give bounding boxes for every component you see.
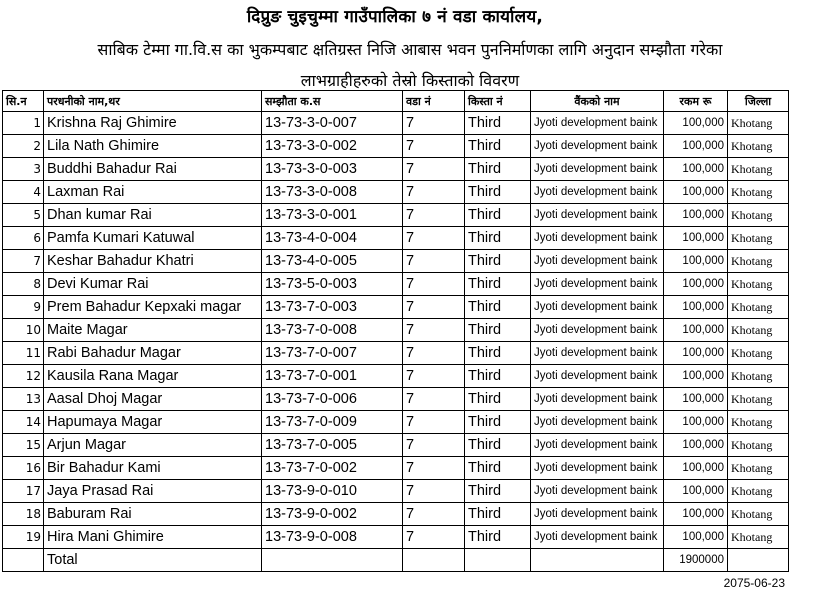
row-name: Kausila Rana Magar <box>44 365 262 388</box>
row-agreement-no: 13-73-9-0-008 <box>262 526 403 549</box>
col-header-bank: वैंकको नाम <box>531 91 664 112</box>
row-district: Khotang <box>728 204 789 227</box>
row-amount: 100,000 <box>664 365 728 388</box>
row-sn: 16 <box>3 457 44 480</box>
row-amount: 100,000 <box>664 227 728 250</box>
row-agreement-no: 13-73-5-0-003 <box>262 273 403 296</box>
col-header-name: परधनीको नाम,थर <box>44 91 262 112</box>
row-district: Khotang <box>728 388 789 411</box>
row-agreement-no: 13-73-7-0-001 <box>262 365 403 388</box>
total-empty-cell <box>465 549 531 572</box>
row-ward-no: 7 <box>403 503 465 526</box>
row-name: Hira Mani Ghimire <box>44 526 262 549</box>
table-row <box>3 365 789 388</box>
row-amount: 100,000 <box>664 112 728 135</box>
row-installment: Third <box>465 227 531 250</box>
row-district: Khotang <box>728 273 789 296</box>
row-sn: 2 <box>3 135 44 158</box>
row-sn: 14 <box>3 411 44 434</box>
table-row <box>3 250 789 273</box>
row-name: Prem Bahadur Kepxaki magar <box>44 296 262 319</box>
row-district: Khotang <box>728 158 789 181</box>
row-ward-no: 7 <box>403 227 465 250</box>
row-agreement-no: 13-73-4-0-004 <box>262 227 403 250</box>
document-date: 2075-06-23 <box>723 576 785 590</box>
row-amount: 100,000 <box>664 204 728 227</box>
row-bank-name: Jyoti development baink <box>531 388 664 411</box>
table-row <box>3 503 789 526</box>
table-row <box>3 158 789 181</box>
row-sn: 19 <box>3 526 44 549</box>
row-name: Rabi Bahadur Magar <box>44 342 262 365</box>
row-installment: Third <box>465 365 531 388</box>
row-ward-no: 7 <box>403 342 465 365</box>
table-row <box>3 181 789 204</box>
row-district: Khotang <box>728 503 789 526</box>
row-agreement-no: 13-73-3-0-007 <box>262 112 403 135</box>
row-bank-name: Jyoti development baink <box>531 227 664 250</box>
row-installment: Third <box>465 526 531 549</box>
row-ward-no: 7 <box>403 112 465 135</box>
row-sn: 3 <box>3 158 44 181</box>
row-name: Devi Kumar Rai <box>44 273 262 296</box>
total-sn-cell <box>3 549 44 572</box>
row-amount: 100,000 <box>664 273 728 296</box>
row-name: Jaya Prasad Rai <box>44 480 262 503</box>
row-installment: Third <box>465 135 531 158</box>
row-sn: 17 <box>3 480 44 503</box>
row-bank-name: Jyoti development baink <box>531 411 664 434</box>
row-amount: 100,000 <box>664 250 728 273</box>
table-row <box>3 342 789 365</box>
table-row <box>3 319 789 342</box>
row-agreement-no: 13-73-7-0-003 <box>262 296 403 319</box>
row-district: Khotang <box>728 480 789 503</box>
row-district: Khotang <box>728 457 789 480</box>
table-row <box>3 411 789 434</box>
row-agreement-no: 13-73-7-0-002 <box>262 457 403 480</box>
row-amount: 100,000 <box>664 388 728 411</box>
row-bank-name: Jyoti development baink <box>531 457 664 480</box>
row-bank-name: Jyoti development baink <box>531 273 664 296</box>
row-ward-no: 7 <box>403 181 465 204</box>
row-district: Khotang <box>728 411 789 434</box>
row-amount: 100,000 <box>664 342 728 365</box>
row-amount: 100,000 <box>664 296 728 319</box>
row-installment: Third <box>465 388 531 411</box>
row-installment: Third <box>465 296 531 319</box>
row-installment: Third <box>465 158 531 181</box>
table-row <box>3 296 789 319</box>
row-bank-name: Jyoti development baink <box>531 480 664 503</box>
table-row <box>3 227 789 250</box>
row-sn: 1 <box>3 112 44 135</box>
table-row <box>3 457 789 480</box>
row-installment: Third <box>465 273 531 296</box>
row-agreement-no: 13-73-7-0-005 <box>262 434 403 457</box>
row-name: Dhan kumar Rai <box>44 204 262 227</box>
row-sn: 15 <box>3 434 44 457</box>
row-bank-name: Jyoti development baink <box>531 250 664 273</box>
row-installment: Third <box>465 112 531 135</box>
table-row <box>3 112 789 135</box>
row-ward-no: 7 <box>403 319 465 342</box>
table-row <box>3 480 789 503</box>
table-row <box>3 388 789 411</box>
row-name: Bir Bahadur Kami <box>44 457 262 480</box>
row-agreement-no: 13-73-3-0-002 <box>262 135 403 158</box>
row-district: Khotang <box>728 296 789 319</box>
row-amount: 100,000 <box>664 480 728 503</box>
row-agreement-no: 13-73-7-0-008 <box>262 319 403 342</box>
total-empty-cell <box>403 549 465 572</box>
row-amount: 100,000 <box>664 181 728 204</box>
row-installment: Third <box>465 250 531 273</box>
row-sn: 12 <box>3 365 44 388</box>
row-name: Hapumaya Magar <box>44 411 262 434</box>
row-bank-name: Jyoti development baink <box>531 296 664 319</box>
total-row <box>3 549 789 572</box>
row-name: Laxman Rai <box>44 181 262 204</box>
table-row <box>3 526 789 549</box>
table-row <box>3 434 789 457</box>
row-sn: 6 <box>3 227 44 250</box>
row-name: Buddhi Bahadur Rai <box>44 158 262 181</box>
row-bank-name: Jyoti development baink <box>531 526 664 549</box>
row-name: Keshar Bahadur Khatri <box>44 250 262 273</box>
row-name: Maite Magar <box>44 319 262 342</box>
row-name: Lila Nath Ghimire <box>44 135 262 158</box>
row-ward-no: 7 <box>403 526 465 549</box>
row-name: Arjun Magar <box>44 434 262 457</box>
row-agreement-no: 13-73-3-0-001 <box>262 204 403 227</box>
row-name: Aasal Dhoj Magar <box>44 388 262 411</box>
row-installment: Third <box>465 411 531 434</box>
row-installment: Third <box>465 434 531 457</box>
document-subtitle-2: लाभग्राहीहरुको तेस्रो किस्ताको विवरण <box>300 71 520 90</box>
row-installment: Third <box>465 319 531 342</box>
row-ward-no: 7 <box>403 457 465 480</box>
row-agreement-no: 13-73-7-0-009 <box>262 411 403 434</box>
row-district: Khotang <box>728 319 789 342</box>
row-sn: 5 <box>3 204 44 227</box>
row-name: Pamfa Kumari Katuwal <box>44 227 262 250</box>
row-installment: Third <box>465 181 531 204</box>
row-ward-no: 7 <box>403 135 465 158</box>
row-district: Khotang <box>728 365 789 388</box>
row-name: Baburam Rai <box>44 503 262 526</box>
row-district: Khotang <box>728 181 789 204</box>
row-name: Krishna Raj Ghimire <box>44 112 262 135</box>
row-sn: 10 <box>3 319 44 342</box>
total-amount: 1900000 <box>664 549 728 572</box>
row-bank-name: Jyoti development baink <box>531 135 664 158</box>
row-amount: 100,000 <box>664 457 728 480</box>
row-ward-no: 7 <box>403 158 465 181</box>
row-ward-no: 7 <box>403 273 465 296</box>
row-agreement-no: 13-73-9-0-010 <box>262 480 403 503</box>
row-sn: 4 <box>3 181 44 204</box>
table-row <box>3 273 789 296</box>
col-header-district: जिल्ला <box>728 91 789 112</box>
row-ward-no: 7 <box>403 250 465 273</box>
row-agreement-no: 13-73-9-0-002 <box>262 503 403 526</box>
col-header-installment: किस्ता नं <box>465 91 531 112</box>
row-district: Khotang <box>728 250 789 273</box>
total-empty-cell <box>728 549 789 572</box>
row-amount: 100,000 <box>664 411 728 434</box>
row-district: Khotang <box>728 112 789 135</box>
row-amount: 100,000 <box>664 319 728 342</box>
row-bank-name: Jyoti development baink <box>531 342 664 365</box>
row-sn: 9 <box>3 296 44 319</box>
row-district: Khotang <box>728 434 789 457</box>
row-installment: Third <box>465 480 531 503</box>
row-agreement-no: 13-73-7-0-007 <box>262 342 403 365</box>
row-amount: 100,000 <box>664 526 728 549</box>
row-installment: Third <box>465 503 531 526</box>
row-installment: Third <box>465 204 531 227</box>
row-bank-name: Jyoti development baink <box>531 204 664 227</box>
beneficiary-table <box>2 90 789 572</box>
total-label: Total <box>44 549 262 572</box>
row-bank-name: Jyoti development baink <box>531 365 664 388</box>
row-ward-no: 7 <box>403 365 465 388</box>
row-bank-name: Jyoti development baink <box>531 158 664 181</box>
row-amount: 100,000 <box>664 135 728 158</box>
row-agreement-no: 13-73-4-0-005 <box>262 250 403 273</box>
row-amount: 100,000 <box>664 434 728 457</box>
row-bank-name: Jyoti development baink <box>531 181 664 204</box>
row-agreement-no: 13-73-3-0-008 <box>262 181 403 204</box>
row-ward-no: 7 <box>403 296 465 319</box>
document-title: दिप्रुङ चुइचुम्मा गाउँपालिका ७ नं वडा कार्यालय, <box>246 7 544 27</box>
row-amount: 100,000 <box>664 503 728 526</box>
row-agreement-no: 13-73-3-0-003 <box>262 158 403 181</box>
row-agreement-no: 13-73-7-0-006 <box>262 388 403 411</box>
row-bank-name: Jyoti development baink <box>531 112 664 135</box>
row-sn: 18 <box>3 503 44 526</box>
table-header-row <box>3 91 789 112</box>
row-ward-no: 7 <box>403 480 465 503</box>
row-sn: 13 <box>3 388 44 411</box>
row-district: Khotang <box>728 526 789 549</box>
row-bank-name: Jyoti development baink <box>531 503 664 526</box>
row-installment: Third <box>465 342 531 365</box>
row-district: Khotang <box>728 135 789 158</box>
row-sn: 11 <box>3 342 44 365</box>
total-empty-cell <box>262 549 403 572</box>
total-empty-cell <box>531 549 664 572</box>
row-ward-no: 7 <box>403 388 465 411</box>
row-sn: 8 <box>3 273 44 296</box>
table-row <box>3 204 789 227</box>
row-ward-no: 7 <box>403 434 465 457</box>
document-subtitle: साबिक टेम्मा गा.वि.स का भुकम्पबाट क्षतिग्रस्त निजि आबास भवन पुननिर्माणका लागि अनुदान सम्झौता गरेका <box>97 40 723 59</box>
row-bank-name: Jyoti development baink <box>531 319 664 342</box>
col-header-ward: वडा नं <box>403 91 465 112</box>
row-installment: Third <box>465 457 531 480</box>
col-header-sn: सि.न <box>3 91 44 112</box>
row-bank-name: Jyoti development baink <box>531 434 664 457</box>
row-ward-no: 7 <box>403 204 465 227</box>
table-row <box>3 135 789 158</box>
row-district: Khotang <box>728 227 789 250</box>
row-district: Khotang <box>728 342 789 365</box>
col-header-agreement: सम्झौता क.स <box>262 91 403 112</box>
row-sn: 7 <box>3 250 44 273</box>
col-header-amount: रकम रू <box>664 91 728 112</box>
row-ward-no: 7 <box>403 411 465 434</box>
row-amount: 100,000 <box>664 158 728 181</box>
